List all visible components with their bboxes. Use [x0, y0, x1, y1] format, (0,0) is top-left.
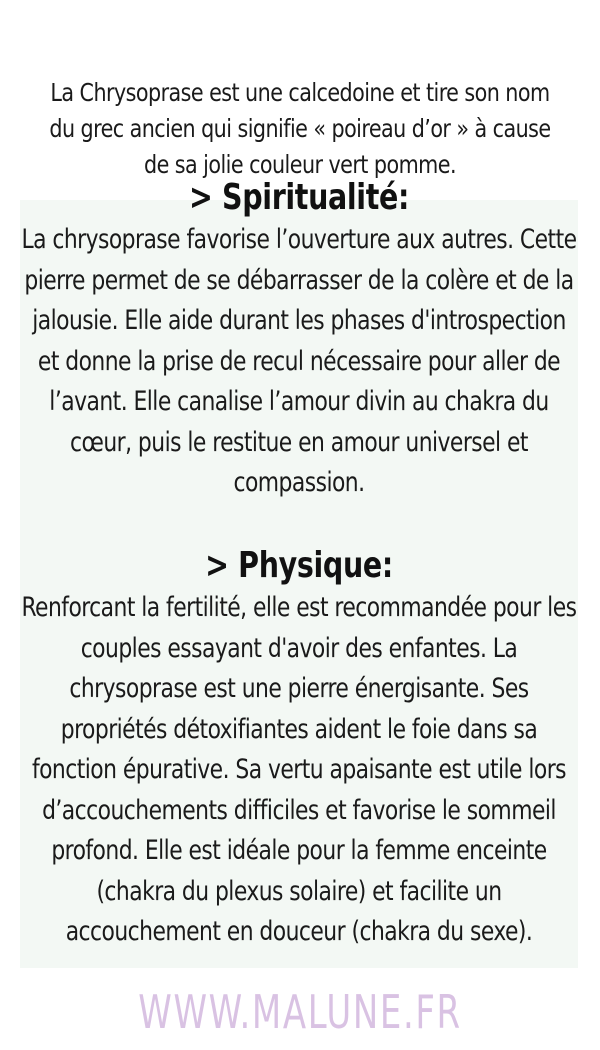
section-body-spiritualite: La chrysoprase favorise l’ouverture aux autres. Cette pierre permet de se débarrasser de la colère et de la jalousie. Elle aide durant les phases d'introspection et donne la prise de recul nécessaire pour aller de l’avant. Elle canalise l’amour divin au chakra du cœur, puis le restitue en amour universel et compassion.	[21, 224, 577, 498]
section-spiritualite	[20, 176, 578, 504]
section-physique	[20, 544, 578, 953]
website-footer: WWW.MALUNE.FR	[138, 985, 462, 1039]
section-title-physique: > Physique:	[205, 545, 393, 586]
section-body-physique: Renforcant la fertilité, elle est recommandée pour les couples essayant d'avoir des enfantes. La chrysoprase est une pierre énergisante. Ses propriétés détoxifiantes aident le foie dans sa fonction épurative. Sa vertu apaisante est utile lors d’accouchements difficiles et favorise le sommeil profond. Elle est idéale pour la femme enceinte (chakra du plexus solaire) et facilite un accouchement en douceur (chakra du sexe).	[21, 592, 577, 947]
section-title-spiritualite: > Spiritualité:	[188, 177, 410, 218]
intro-paragraph: La Chrysoprase est une calcedoine et tire son nom du grec ancien qui signifie « poireau d’or » à cause de sa jolie couleur vert pomme.	[49, 78, 551, 179]
